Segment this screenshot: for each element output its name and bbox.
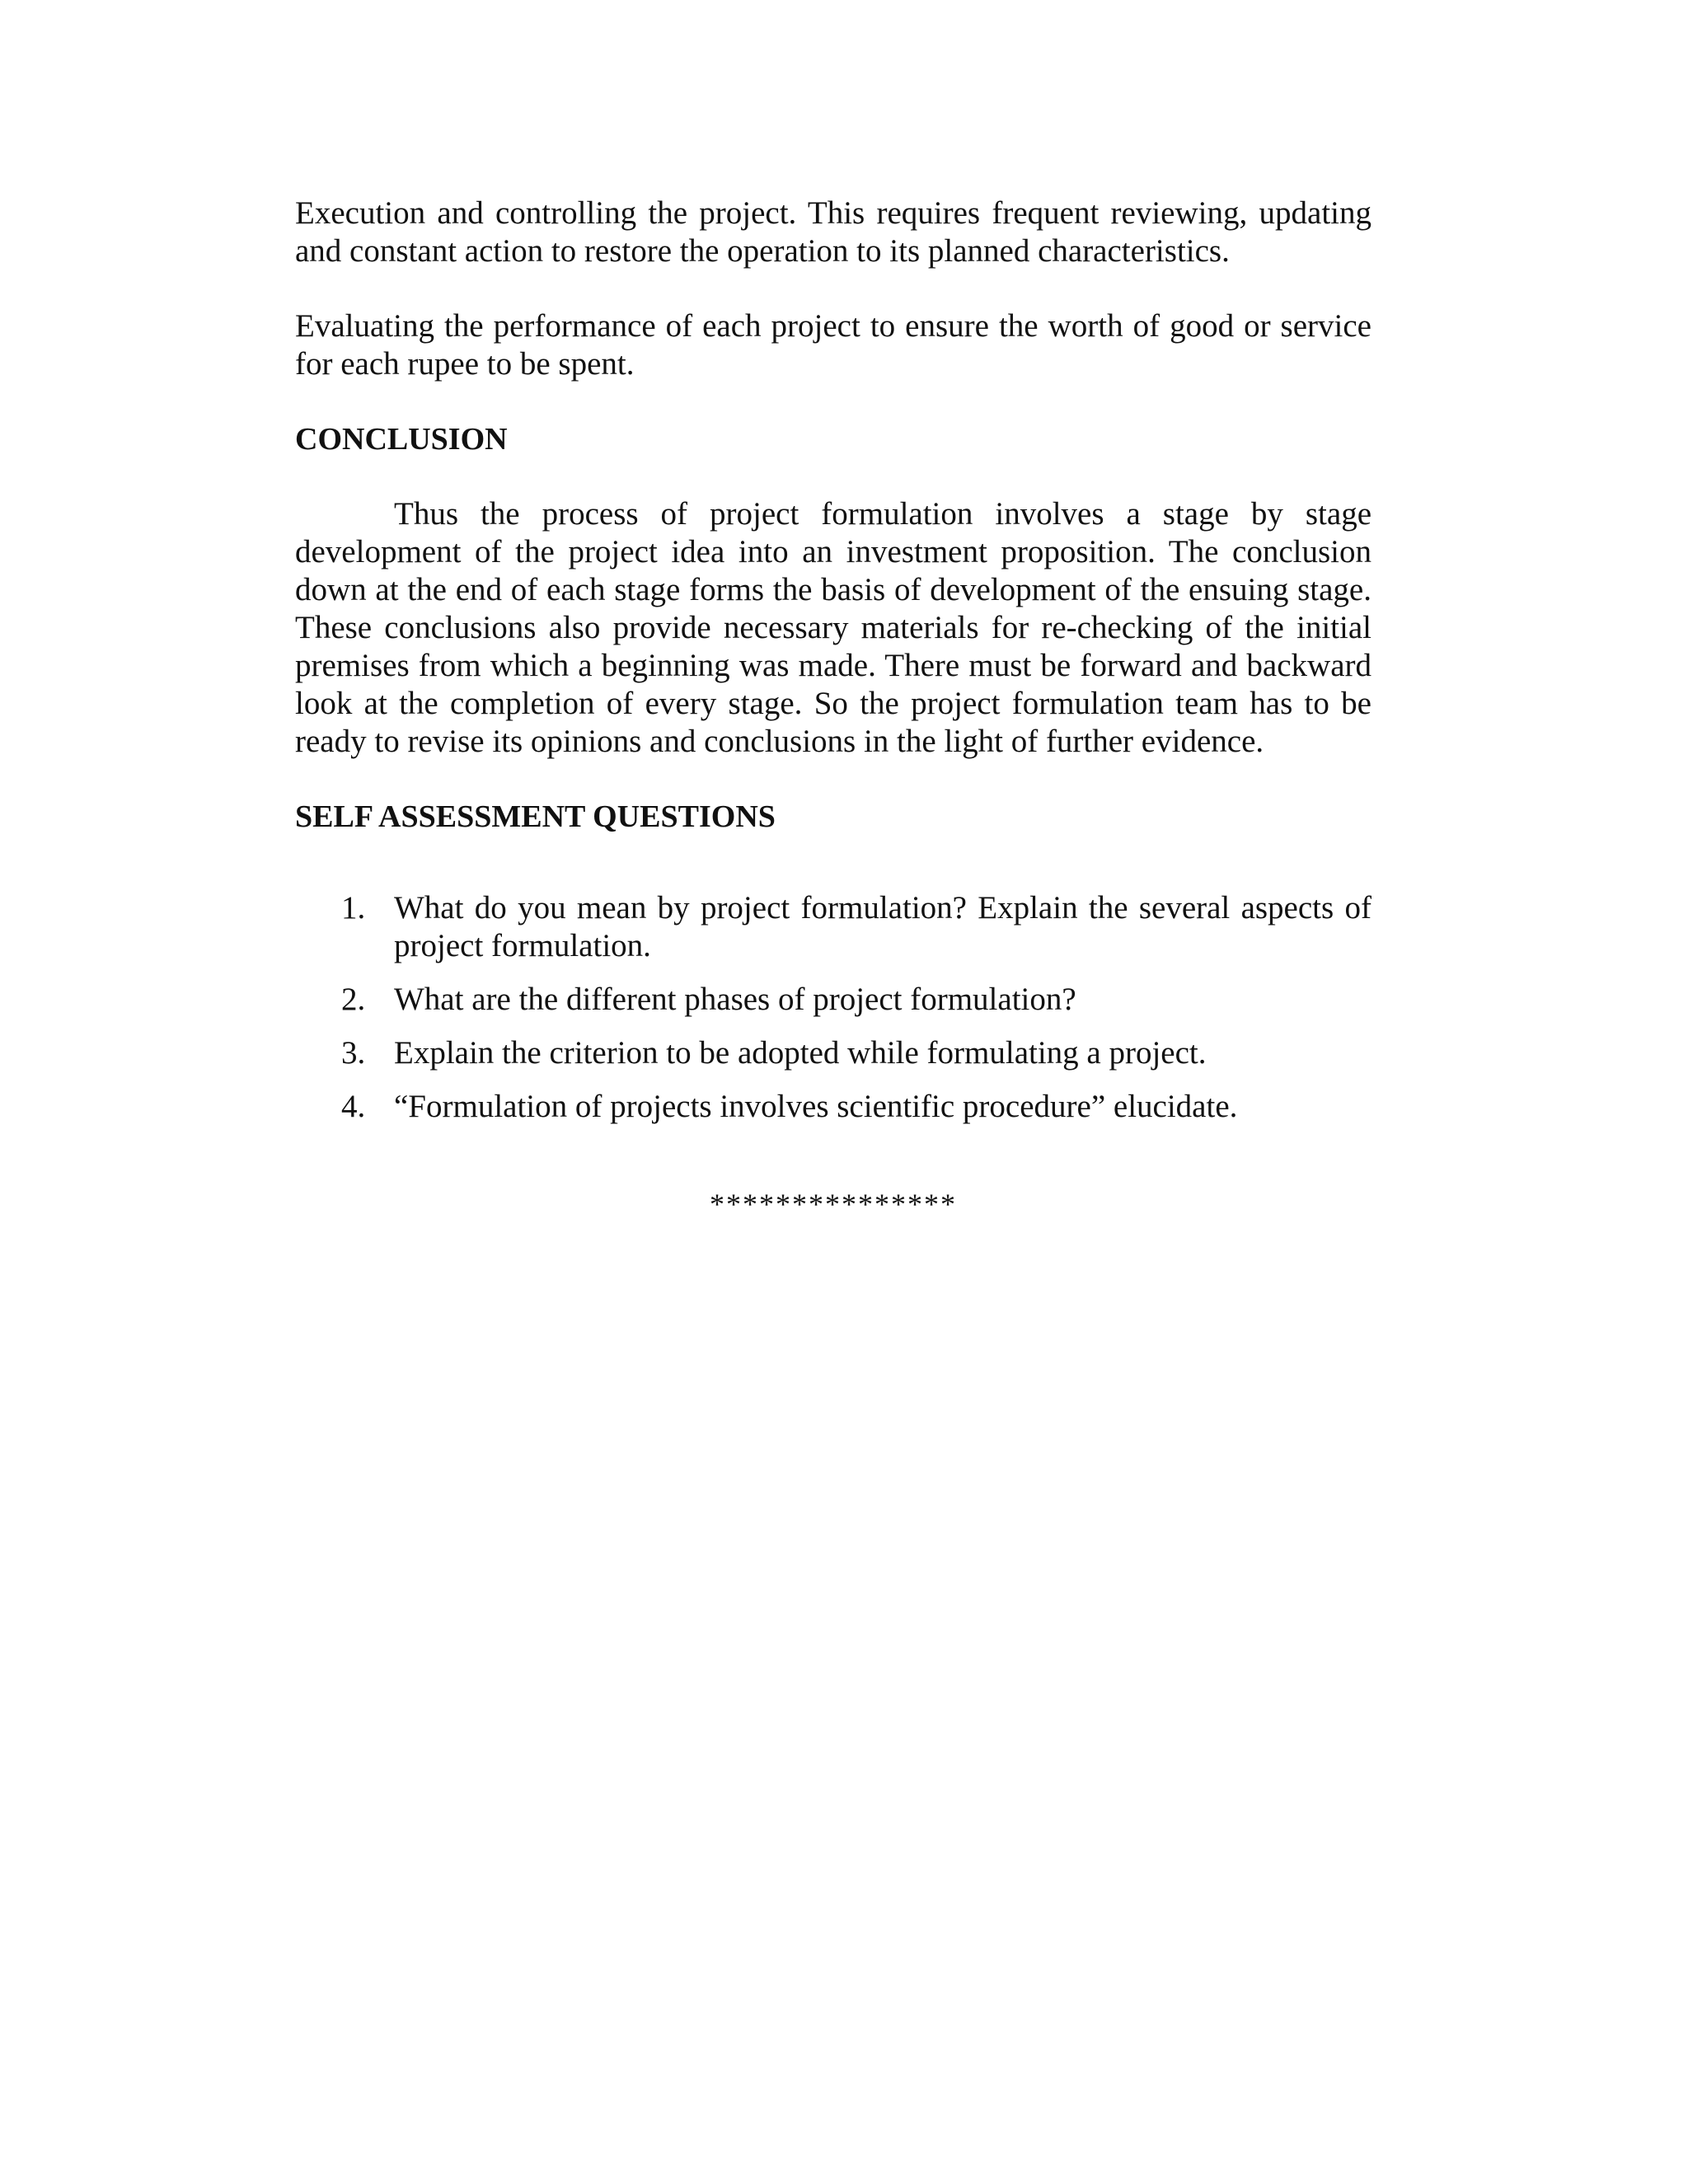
question-text: “Formulation of projects involves scientific procedure” elucidate. [394,1089,1238,1124]
conclusion-paragraph: Thus the process of project formulation involves a stage by stage development of the project idea into an investment proposition. The conclusion down at the end of each stage forms the basis of development of the ensuing stage. These conclusions also provide necessary materials for re-checking of the initial premises from which a beginning was made. There must be forward and backward look at the completion of every stage. So the project formulation team has to be ready to revise its opinions and conclusions in the light of further evidence. [295,496,1372,759]
question-list [295,873,1372,1126]
question-number: 4. [341,1089,366,1124]
question-item-3 [295,1034,1372,1072]
evaluating-paragraph: Evaluating the performance of each project to ensure the worth of good or service for each rupee to be spent. [295,308,1372,382]
self-assessment-heading: SELF ASSESSMENT QUESTIONS [295,799,776,834]
question-number: 3. [341,1035,366,1071]
conclusion-heading: CONCLUSION [295,422,508,457]
section-divider: *************** [710,1188,957,1221]
question-item-2 [295,981,1372,1019]
question-number: 1. [341,890,366,926]
question-text: What are the different phases of project formulation? [394,982,1076,1017]
question-item-1 [295,889,1372,965]
document-page [295,194,1372,1223]
question-text: Explain the criterion to be adopted while formulating a project. [394,1035,1207,1071]
question-item-4 [295,1088,1372,1126]
question-number: 2. [341,982,366,1017]
question-text: What do you mean by project formulation? Explain the several aspects of project formulation. [394,890,1372,963]
execution-paragraph: Execution and controlling the project. This requires frequent reviewing, updating and constant action to restore the operation to its planned characteristics. [295,195,1372,269]
